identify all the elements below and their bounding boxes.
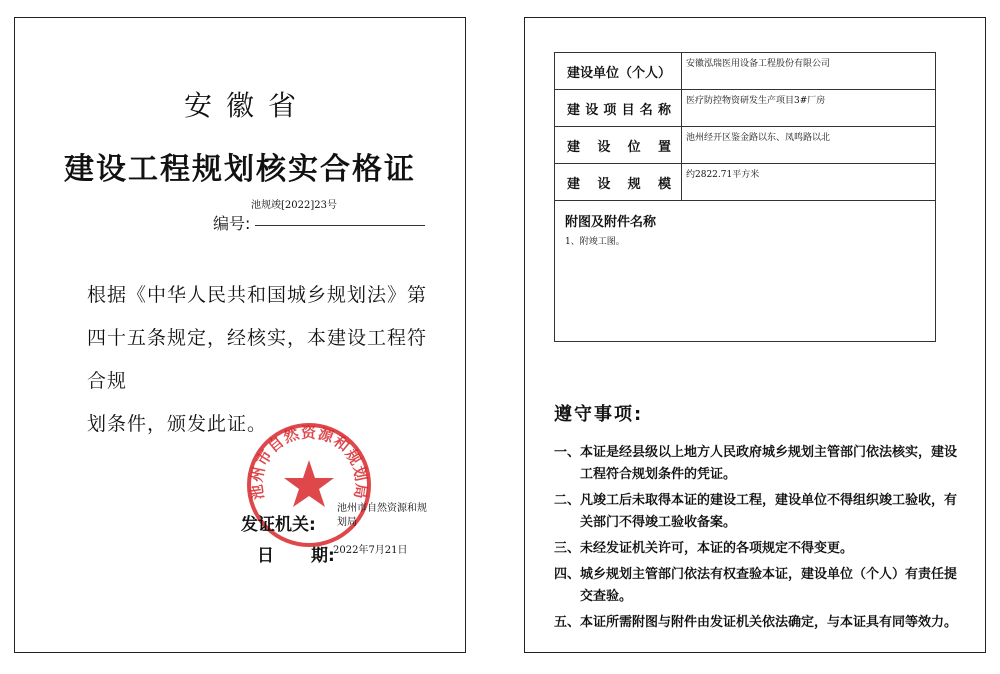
- row-value: 约2822.71平方米: [686, 170, 760, 180]
- row-label: [555, 127, 682, 163]
- table-row: [555, 164, 935, 201]
- label-char: 设: [597, 176, 611, 192]
- attachments-title: 附图及附件名称: [565, 215, 657, 230]
- label-char: 目: [621, 102, 635, 118]
- notice-number: 四、: [554, 567, 581, 582]
- project-info-table: [554, 52, 936, 342]
- label-char: 称: [657, 102, 671, 118]
- row-value: 医疗防控物资研发生产项目3#厂房: [686, 96, 826, 106]
- notice-number: 一、: [554, 445, 581, 460]
- issuing-authority-value: 池州市自然资源和规划局: [337, 503, 427, 528]
- notice-text: 未经发证机关许可，本证的各项规定不得变更。: [580, 541, 854, 556]
- certificate-number-value: 池规竣[2022]23号: [251, 200, 337, 211]
- label-char: 建: [567, 139, 581, 155]
- attachments-section: [555, 201, 935, 341]
- certificate-number-underline: [255, 225, 425, 226]
- notice-list: [554, 442, 964, 638]
- row-label: 建设单位（个人）: [555, 53, 682, 89]
- table-row: [555, 53, 935, 90]
- notice-text: 凡竣工后未取得本证的建设工程，建设单位不得组织竣工验收，有关部门不得竣工验收备案。: [580, 493, 958, 530]
- issue-date-value: 2022年7月21日: [333, 545, 408, 556]
- seal-star-icon: [284, 460, 334, 507]
- notice-number: 三、: [554, 541, 581, 556]
- list-item: [554, 612, 964, 634]
- row-label: [555, 90, 682, 126]
- certificate-front-page: [14, 17, 466, 653]
- list-item: [554, 490, 964, 534]
- label-char: 名: [639, 102, 653, 118]
- attachment-item: 1、附竣工图。: [565, 237, 625, 247]
- body-line: 划条件，颁发此证。: [87, 413, 268, 435]
- label-char: 位: [627, 139, 641, 155]
- label-char: 建: [567, 102, 581, 118]
- label-char: 设: [597, 139, 611, 155]
- table-row: [555, 90, 935, 127]
- row-value: 池州经开区鉴金路以东、凤鸣路以北: [686, 133, 831, 143]
- row-label: [555, 164, 682, 200]
- notice-number: 五、: [554, 615, 581, 630]
- body-line: 根据《中华人民共和国城乡规划法》第: [87, 284, 428, 306]
- label-char: 设: [585, 102, 599, 118]
- province-heading: 安徽省: [183, 89, 310, 122]
- list-item: [554, 538, 964, 560]
- row-value: 安徽泓瑞医用设备工程股份有限公司: [686, 59, 831, 69]
- date-label-day: 日: [257, 546, 274, 566]
- certificate-title: 建设工程规划核实合格证: [64, 152, 416, 187]
- label-char: 模: [657, 176, 671, 192]
- label-char: 项: [603, 102, 617, 118]
- seal-text: 池州市自然资源和规划局: [247, 423, 371, 501]
- list-item: [554, 442, 964, 486]
- notice-text: 城乡规划主管部门依法有权查验本证，建设单位（个人）有责任提交查验。: [580, 567, 958, 604]
- certificate-back-page: [524, 17, 986, 653]
- label-char: 置: [657, 139, 671, 155]
- body-line: 四十五条规定，经核实，本建设工程符合规: [87, 327, 428, 392]
- notice-number: 二、: [554, 493, 581, 508]
- table-row: [555, 127, 935, 164]
- notice-text: 本证是经县级以上地方人民政府城乡规划主管部门依法核实，建设工程符合规划条件的凭证。: [580, 445, 958, 482]
- certificate-number-label: 编号:: [213, 214, 251, 233]
- notice-title: 遵守事项:: [554, 404, 644, 425]
- label-char: 规: [627, 176, 641, 192]
- label-char: 建: [567, 176, 581, 192]
- notice-text: 本证所需附图与附件由发证机关依法确定，与本证具有同等效力。: [580, 615, 958, 630]
- issuing-authority-label: 发证机关:: [241, 515, 316, 535]
- list-item: [554, 564, 964, 608]
- date-label-period: 期:: [311, 546, 335, 566]
